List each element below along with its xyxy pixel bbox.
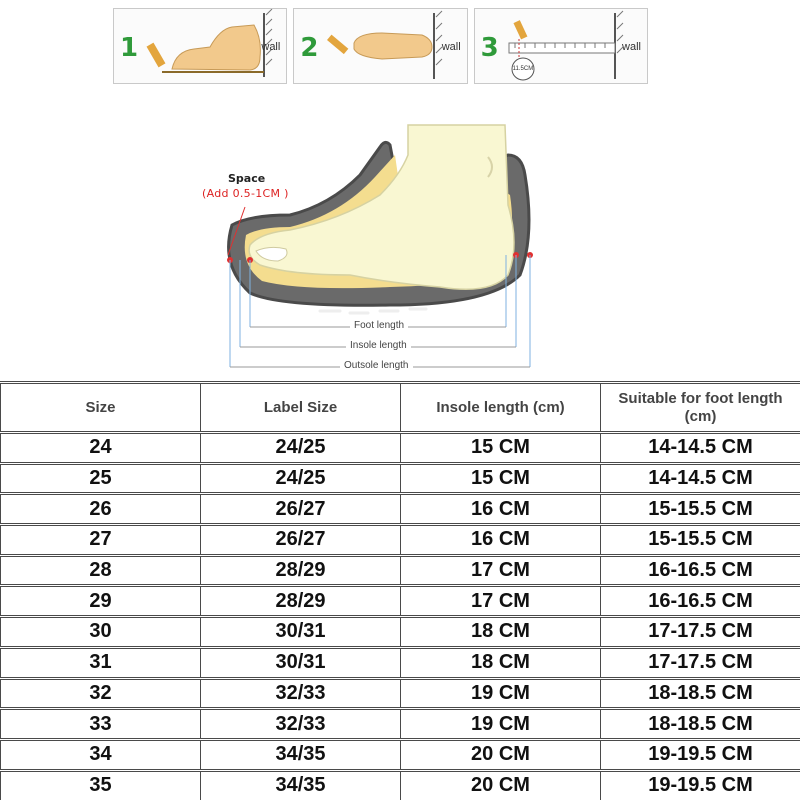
- size-cell: 32: [1, 678, 201, 709]
- label-size-cell: 32/33: [201, 678, 401, 709]
- table-row: [1, 709, 800, 740]
- table-row: [1, 586, 800, 617]
- table-row: [1, 525, 800, 556]
- space-note: (Add 0.5-1CM ): [202, 187, 289, 200]
- size-chart-table: [0, 381, 800, 800]
- insole-length-cell: 20 CM: [401, 770, 601, 800]
- label-size-cell: 30/31: [201, 617, 401, 648]
- size-cell: 33: [1, 709, 201, 740]
- foot-length-cell: 15-15.5 CM: [601, 494, 800, 525]
- outsole-length-label: Outsole length: [340, 360, 413, 371]
- insole-length-cell: 19 CM: [401, 709, 601, 740]
- insole-length-cell: 15 CM: [401, 433, 601, 464]
- label-size-cell: 28/29: [201, 555, 401, 586]
- insole-length-label: Insole length: [346, 340, 411, 351]
- foot-length-cell: 14-14.5 CM: [601, 463, 800, 494]
- insole-length-cell: 16 CM: [401, 525, 601, 556]
- size-cell: 34: [1, 739, 201, 770]
- table-row: [1, 739, 800, 770]
- insole-length-cell: 19 CM: [401, 678, 601, 709]
- size-rows: [1, 433, 800, 800]
- foot-length-label: Foot length: [350, 320, 408, 331]
- table-row: [1, 463, 800, 494]
- size-cell: 26: [1, 494, 201, 525]
- size-cell: 24: [1, 433, 201, 464]
- label-size-cell: 30/31: [201, 647, 401, 678]
- size-cell: 27: [1, 525, 201, 556]
- step-number: 2: [300, 33, 319, 63]
- foot-length-cell: 16-16.5 CM: [601, 586, 800, 617]
- table-row: [1, 770, 800, 800]
- foot-length-cell: 18-18.5 CM: [601, 709, 800, 740]
- insole-length-cell: 17 CM: [401, 555, 601, 586]
- insole-length-cell: 20 CM: [401, 739, 601, 770]
- column-header: Insole length (cm): [401, 383, 601, 433]
- label-size-cell: 34/35: [201, 770, 401, 800]
- shoe-diagram: [190, 115, 550, 380]
- insole-length-cell: 15 CM: [401, 463, 601, 494]
- size-cell: 35: [1, 770, 201, 800]
- column-header: Label Size: [201, 383, 401, 433]
- insole-length-cell: 18 CM: [401, 617, 601, 648]
- foot-length-cell: 15-15.5 CM: [601, 525, 800, 556]
- step-2-panel: [293, 8, 467, 84]
- column-header: Suitable for foot length (cm): [601, 383, 800, 433]
- space-label: Space: [228, 172, 266, 185]
- label-size-cell: 28/29: [201, 586, 401, 617]
- foot-length-cell: 17-17.5 CM: [601, 647, 800, 678]
- size-cell: 30: [1, 617, 201, 648]
- size-cell: 25: [1, 463, 201, 494]
- label-size-cell: 24/25: [201, 463, 401, 494]
- table-row: [1, 678, 800, 709]
- foot-length-cell: 17-17.5 CM: [601, 617, 800, 648]
- table-row: [1, 433, 800, 464]
- step-number: 3: [480, 33, 499, 63]
- foot-length-cell: 19-19.5 CM: [601, 770, 800, 800]
- insole-length-cell: 18 CM: [401, 647, 601, 678]
- foot-length-cell: 16-16.5 CM: [601, 555, 800, 586]
- wall-label: wall: [622, 41, 641, 53]
- size-cell: 29: [1, 586, 201, 617]
- step-3-panel: [474, 8, 648, 84]
- table-row: [1, 647, 800, 678]
- label-size-cell: 32/33: [201, 709, 401, 740]
- label-size-cell: 26/27: [201, 525, 401, 556]
- size-cell: 31: [1, 647, 201, 678]
- ruler-reading: 11.5CM: [512, 66, 534, 72]
- label-size-cell: 26/27: [201, 494, 401, 525]
- measuring-steps: [113, 8, 648, 84]
- table-row: [1, 555, 800, 586]
- wall-label: wall: [441, 41, 461, 53]
- wall-label: wall: [261, 41, 281, 53]
- insole-length-cell: 16 CM: [401, 494, 601, 525]
- size-cell: 28: [1, 555, 201, 586]
- foot-length-cell: 14-14.5 CM: [601, 433, 800, 464]
- insole-length-cell: 17 CM: [401, 586, 601, 617]
- label-size-cell: 34/35: [201, 739, 401, 770]
- label-size-cell: 24/25: [201, 433, 401, 464]
- table-row: [1, 617, 800, 648]
- table-header-row: [1, 383, 800, 433]
- foot-length-cell: 19-19.5 CM: [601, 739, 800, 770]
- foot-length-cell: 18-18.5 CM: [601, 678, 800, 709]
- step-1-panel: [113, 8, 287, 84]
- step-number: 1: [120, 33, 139, 63]
- column-header: Size: [1, 383, 201, 433]
- table-row: [1, 494, 800, 525]
